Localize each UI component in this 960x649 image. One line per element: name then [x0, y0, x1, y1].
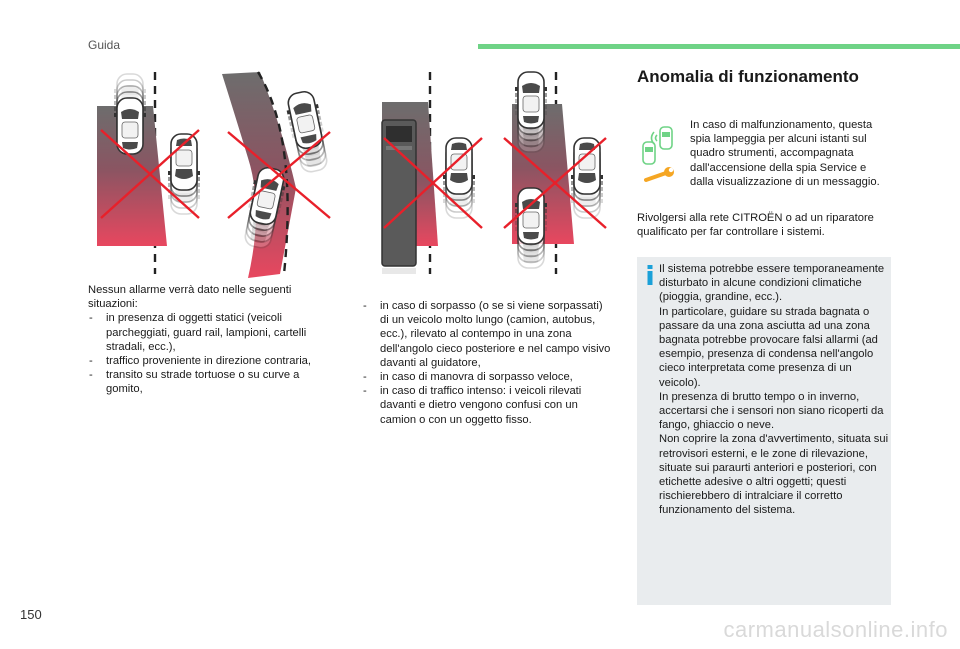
list-item: - in caso di traffico intenso: i veicoli rilevati davanti e dietro vengono confusi con un camion o con un oggetto fisso.	[362, 384, 612, 427]
list-item: - in presenza di oggetti statici (veicoli parcheggiati, guard rail, lampioni, cartelli stradali, ecc.),	[88, 311, 338, 354]
info-icon	[646, 265, 654, 285]
intro-text: Nessun allarme verrà dato nelle seguenti situazioni:	[88, 284, 292, 311]
warning-icons	[640, 124, 684, 188]
section-heading: Anomalia di funzionamento	[637, 67, 859, 86]
malfunction-text: In caso di malfunzionamento, questa spia lampeggia per alcuni istanti sul quadro strumenti, accompagnata dall'accensione della spia Service e dalla visualizzazione di un messaggio.	[690, 119, 880, 188]
left-column-text	[88, 283, 338, 397]
list-item: - in caso di manovra di sorpasso veloce,	[362, 370, 612, 384]
list-item: - in caso di sorpasso (o se si viene sorpassati) di un veicolo molto lungo (camion, autobus, ecc.), rilevato al contempo in una zona dell'angolo cieco posteriore e nel campo visivo davanti al guidatore,	[362, 299, 612, 370]
illustration-heavy-traffic	[498, 68, 613, 278]
section-label: Guida	[88, 38, 121, 52]
list-item: - traffico proveniente in direzione contraria,	[88, 354, 338, 368]
wrench-icon	[646, 167, 674, 180]
info-text	[659, 262, 889, 518]
page-number: 150	[20, 607, 42, 622]
info-paragraph: In particolare, guidare su strada bagnata o passare da una zona asciutta ad una zona bagnata potrebbe provocare falsi allarmi (ad esempio, presenza di condensa nell'angolo cieco interpretata come presenza di un veicolo).	[659, 305, 878, 389]
info-paragraph: Non coprire la zona d'avvertimento, situata sui retrovisori esterni, e le zone di rilevazione, situate sui paraurti anteriori e posteriori, con etichette adesive o altri oggetti; questi rischierebbero di intralciare il corretto funzionamento del sistema.	[659, 433, 889, 517]
watermark: carmanualsonline.info	[723, 617, 948, 642]
car-icon	[284, 89, 332, 174]
info-paragraph: In presenza di brutto tempo o in inverno, accertarsi che i sensori non siano ricoperti da fango, ghiaccio o neve.	[659, 390, 884, 432]
exceptions-list-continued	[362, 299, 612, 427]
list-item: - transito su strade tortuose o su curve a gomito,	[88, 368, 338, 396]
contact-text: Rivolgersi alla rete CITROËN o ad un riparatore qualificato per far controllare i sistemi.	[637, 212, 874, 239]
section-bar	[478, 44, 960, 49]
car-icon	[515, 72, 547, 152]
illustration-long-vehicle	[378, 68, 488, 278]
exceptions-list	[88, 311, 338, 396]
middle-column-text	[362, 299, 612, 427]
illustration-static-objects	[95, 68, 205, 278]
car-icon	[114, 74, 146, 154]
car-icon	[515, 188, 547, 268]
car-icon	[168, 134, 200, 214]
illustration-curve	[220, 68, 340, 278]
blind-spot-warning-icon	[643, 127, 672, 164]
info-paragraph: Il sistema potrebbe essere temporaneamente disturbato in alcune condizioni climatiche (pioggia, grandine, ecc.).	[659, 263, 885, 304]
car-icon	[571, 138, 603, 218]
info-box	[637, 257, 891, 605]
